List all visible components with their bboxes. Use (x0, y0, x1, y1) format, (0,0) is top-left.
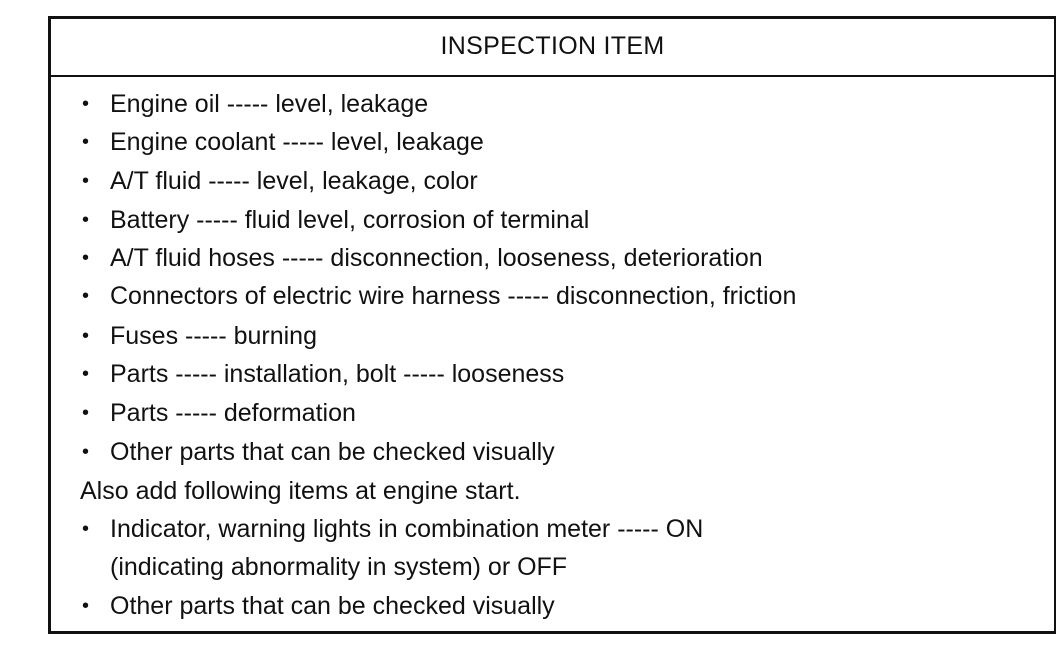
list-item (51, 123, 484, 161)
bullet-icon: • (82, 209, 90, 231)
engine-start-note (51, 472, 521, 510)
list-item-text: Engine coolant ----- level, leakage (110, 128, 484, 156)
list-item (51, 277, 796, 315)
bullet-icon: • (82, 441, 90, 463)
table-header-title: INSPECTION ITEM (440, 31, 665, 60)
list-item (51, 239, 763, 277)
bullet-icon: • (82, 247, 90, 269)
list-item-text: Fuses ----- burning (110, 322, 317, 350)
list-item (51, 317, 317, 355)
list-item-text: Indicator, warning lights in combination meter ----- ON (110, 515, 704, 543)
list-item-text: Other parts that can be checked visually (110, 592, 555, 620)
bullet-icon: • (82, 325, 90, 347)
inspection-table (48, 16, 1056, 634)
bullet-icon: • (82, 131, 90, 153)
list-item-text: Connectors of electric wire harness ----- disconnection, friction (110, 282, 797, 310)
list-item-text: A/T fluid hoses ----- disconnection, looseness, deterioration (110, 244, 763, 272)
list-item-text: Engine oil ----- level, leakage (110, 90, 429, 118)
list-item-text: Other parts that can be checked visually (110, 438, 555, 466)
list-item-text: Parts ----- deformation (110, 399, 356, 427)
bullet-icon: • (82, 595, 90, 617)
engine-start-note-text: Also add following items at engine start. (80, 477, 521, 505)
bullet-icon: • (82, 93, 90, 115)
list-item (51, 587, 555, 625)
list-item (51, 85, 428, 123)
bullet-icon: • (82, 518, 90, 540)
list-item (51, 162, 478, 200)
list-item-continuation-text: (indicating abnormality in system) or OFF (110, 553, 568, 581)
list-item-text: Parts ----- installation, bolt ----- looseness (110, 360, 565, 388)
list-item-continuation (51, 548, 567, 586)
bullet-icon: • (82, 402, 90, 424)
list-item (51, 433, 555, 471)
bullet-icon: • (82, 170, 90, 192)
list-item (51, 201, 589, 239)
bullet-icon: • (82, 363, 90, 385)
list-item-text: Battery ----- fluid level, corrosion of terminal (110, 206, 590, 234)
table-header (51, 19, 1054, 77)
list-item (51, 355, 564, 393)
list-item (51, 510, 703, 548)
list-item-text: A/T fluid ----- level, leakage, color (110, 167, 478, 195)
list-item (51, 394, 356, 432)
bullet-icon: • (82, 285, 90, 307)
